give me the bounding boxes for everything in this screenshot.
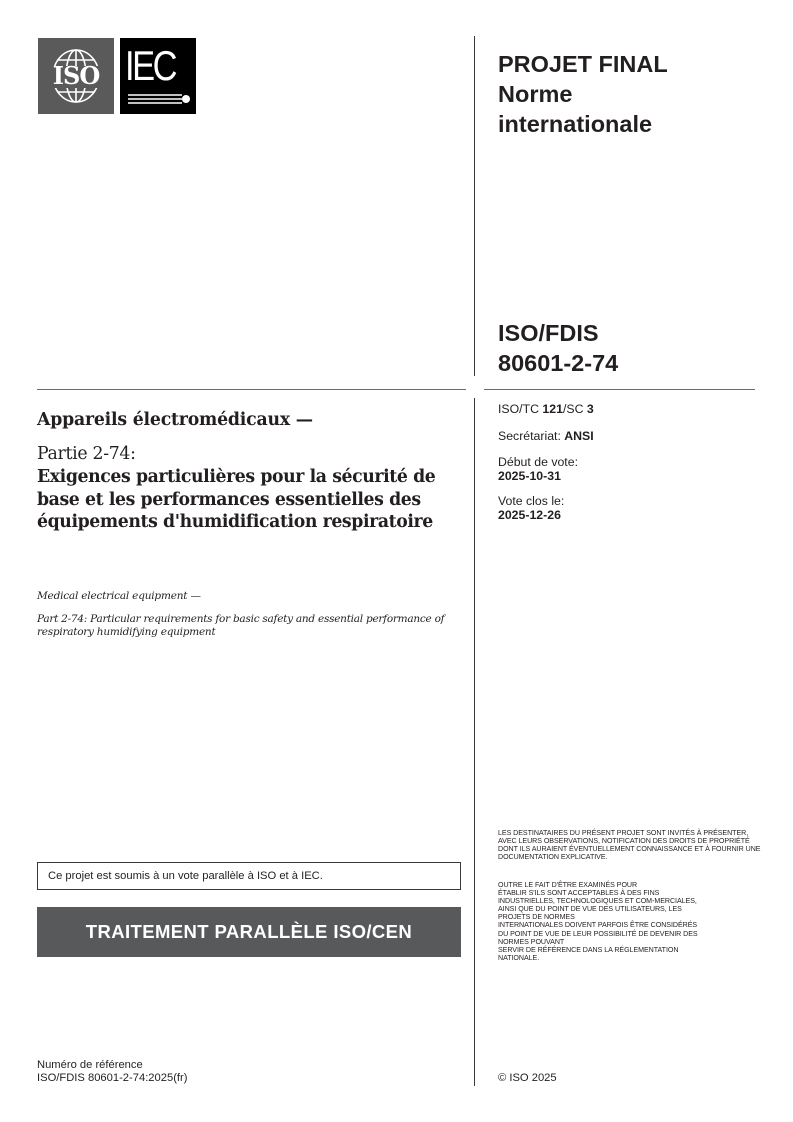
committee-sc-label: /SC <box>562 402 587 416</box>
document-number-prefix: ISO/FDIS <box>498 320 599 346</box>
reference-number: ISO/FDIS 80601-2-74:2025(fr) <box>37 1072 188 1084</box>
notice-line: NORMES POUVANT <box>498 937 565 946</box>
horizontal-rule <box>484 389 755 390</box>
committee-sc-number: 3 <box>586 402 594 416</box>
parallel-processing-banner: TRAITEMENT PARALLÈLE ISO/CEN <box>37 907 461 957</box>
status-line: internationale <box>498 111 653 137</box>
notice-line: NATIONALE. <box>498 953 540 962</box>
committee-tc-number: 121 <box>542 402 563 416</box>
vote-end-label: Vote clos le: <box>498 494 565 508</box>
secretariat-label: Secrétariat: <box>498 429 565 443</box>
notice-examination <box>498 881 773 962</box>
iec-logo <box>120 38 196 114</box>
document-number <box>498 318 758 378</box>
document-status <box>498 49 758 139</box>
vertical-divider <box>474 398 475 1086</box>
notice-line: ÉTABLIR S'ILS SONT ACCEPTABLES À DES FINS <box>498 889 660 898</box>
notice-line: SERVIR DE RÉFÉRENCE DANS LA RÉGLEMENTATION <box>498 945 679 954</box>
iec-lines-icon <box>120 38 196 114</box>
iso-logo-text: ISO <box>52 61 100 90</box>
copyright: © ISO 2025 <box>498 1072 557 1084</box>
iso-logo <box>38 38 114 114</box>
vote-end-date: 2025-12-26 <box>498 508 561 522</box>
notice-recipients: LES DESTINATAIRES DU PRÉSENT PROJET SONT INVITÉS À PRÉSENTER, AVEC LEURS OBSERVATIONS, NOTIFICATION DES DROITS DE PROPRIÉTÉ DONT ILS AURAIENT ÉVENTUELLEMENT CONNAISSANCE ET À FOURNIR UNE DOCUMENTATION EXPLICATIVE. <box>498 829 761 862</box>
vote-end <box>498 494 758 522</box>
notice-line: DU POINT DE VUE DE LEUR POSSIBILITÉ DE DEVENIR DES <box>498 929 698 938</box>
secretariat <box>498 429 758 443</box>
title-main-en: Medical electrical equipment — <box>37 590 201 602</box>
vertical-divider <box>474 36 475 376</box>
title-part-fr: Partie 2-74: <box>37 444 136 464</box>
notice-line: INTERNATIONALES DOIVENT PARFOIS ÊTRE CONSIDÉRÉS <box>498 921 698 930</box>
iec-logo-text: IEC <box>125 42 176 89</box>
secretariat-value: ANSI <box>564 429 594 443</box>
parallel-vote-note: Ce projet est soumis à un vote parallèle à ISO et à IEC. <box>37 862 461 890</box>
document-number-value: 80601-2-74 <box>498 350 619 376</box>
title-part-en: Part 2-74: Particular requirements for basic safety and essential performance of respiratory humidifying equipment <box>37 613 445 638</box>
reference-label: Numéro de référence <box>37 1059 143 1071</box>
vote-start-date: 2025-10-31 <box>498 469 561 483</box>
committee-tc-label: ISO/TC <box>498 402 543 416</box>
notice-line: PROJETS DE NORMES <box>498 913 575 922</box>
title-main-fr: Appareils électromédicaux — <box>37 410 313 430</box>
status-line: Norme <box>498 81 573 107</box>
committee <box>498 402 758 416</box>
title-subject-fr: Exigences particulières pour la sécurité de base et les performances essentielles des équipements d'humidification respiratoire <box>37 467 436 532</box>
notice-line: AINSI QUE DU POINT DE VUE DES UTILISATEURS, LES <box>498 905 682 914</box>
vote-start-label: Début de vote: <box>498 455 578 469</box>
vote-start <box>498 455 758 483</box>
status-line: PROJET FINAL <box>498 51 668 77</box>
horizontal-rule <box>37 389 466 390</box>
notice-line: OUTRE LE FAIT D'ÊTRE EXAMINÉS POUR <box>498 881 638 889</box>
notice-line: INDUSTRIELLES, TECHNOLOGIQUES ET COM-MERCIALES, <box>498 897 697 906</box>
